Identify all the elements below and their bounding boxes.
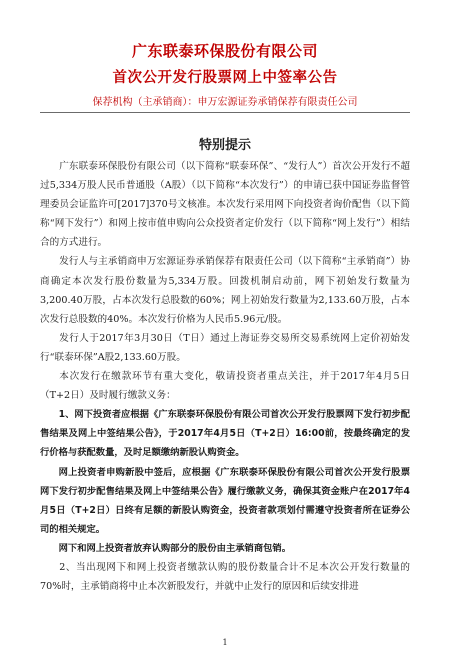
paragraph-offline-payment: 1、网下投资者应根据《广东联泰环保股份有限公司首次公开发行股票网下发行初步配售结果及网上中签结果公告》，于2017年4月5日（T+2日）16:00前，按最终确定的发行价格与获配数量，及时足额缴纳新股认购资金。 [40,409,410,459]
header-divider [40,112,410,113]
sponsor-line: 保荐机构（主承销商）：申万宏源证券承销保荐有限责任公司 [92,97,358,108]
paragraph-online-issue: 发行人于2017年3月30日（T日）通过上海证券交易所交易系统网上定价初始发行“联泰环保”A股2,133.60万股。 [40,332,410,363]
paragraph-online-payment: 网上投资者申购新股中签后，应根据《广东联泰环保股份有限公司首次公开发行股票网下发行初步配售结果及网上中签结果公告》履行缴款义务，确保其资金账户在2017年4月5日（T+2日）日终有足额的新股认购资金，投资者款项划付需遵守投资者所在证券公司的相关规定。 [40,466,410,535]
paragraph-intro: 广东联泰环保股份有限公司（以下简称“联泰环保”、“发行人”）首次公开发行不超过5,334万股人民币普通股（A股）（以下简称“本次发行”）的申请已获中国证券监督管理委员会证监许可[2017]370号文核准。本次发行采用网下向投资者询价配售（以下简称“网下发行”）和网上按市值申购向公众投资者定价发行（以下简称“网上发行”）相结合的方式进行。 [40,161,410,249]
paragraph-underwriting: 网下和网上投资者放弃认购部分的股份由主承销商包销。 [58,542,292,554]
body-text [40,157,410,596]
announcement-title: 首次公开发行股票网上中签率公告 [112,70,338,86]
section-heading: 特别提示 [198,138,251,153]
paragraph-issue-size: 发行人与主承销商申万宏源证券承销保荐有限责任公司（以下简称“主承销商”）协商确定本次发行股份数量为5,334万股。回拨机制启动前，网下初始发行数量为3,200.40万股，占本次发行总股数的60%；网上初始发行数量为2,133.60万股，占本次发行总股数的40%。本次发行价格为人民币5.96元/股。 [40,256,410,325]
page-number: 1 [222,638,228,647]
company-title: 广东联泰环保股份有限公司 [131,42,318,60]
paragraph-suspension: 2、当出现网下和网上投资者缴款认购的股份数量合计不足本次公开发行数量的70%时，主承销商将中止本次新股发行，并就中止发行的原因和后续安排进 [40,561,410,593]
paragraph-payment-notice: 本次发行在缴款环节有重大变化，敬请投资者重点关注，并于2017年4月5日（T+2日）及时履行缴款义务： [40,371,410,402]
